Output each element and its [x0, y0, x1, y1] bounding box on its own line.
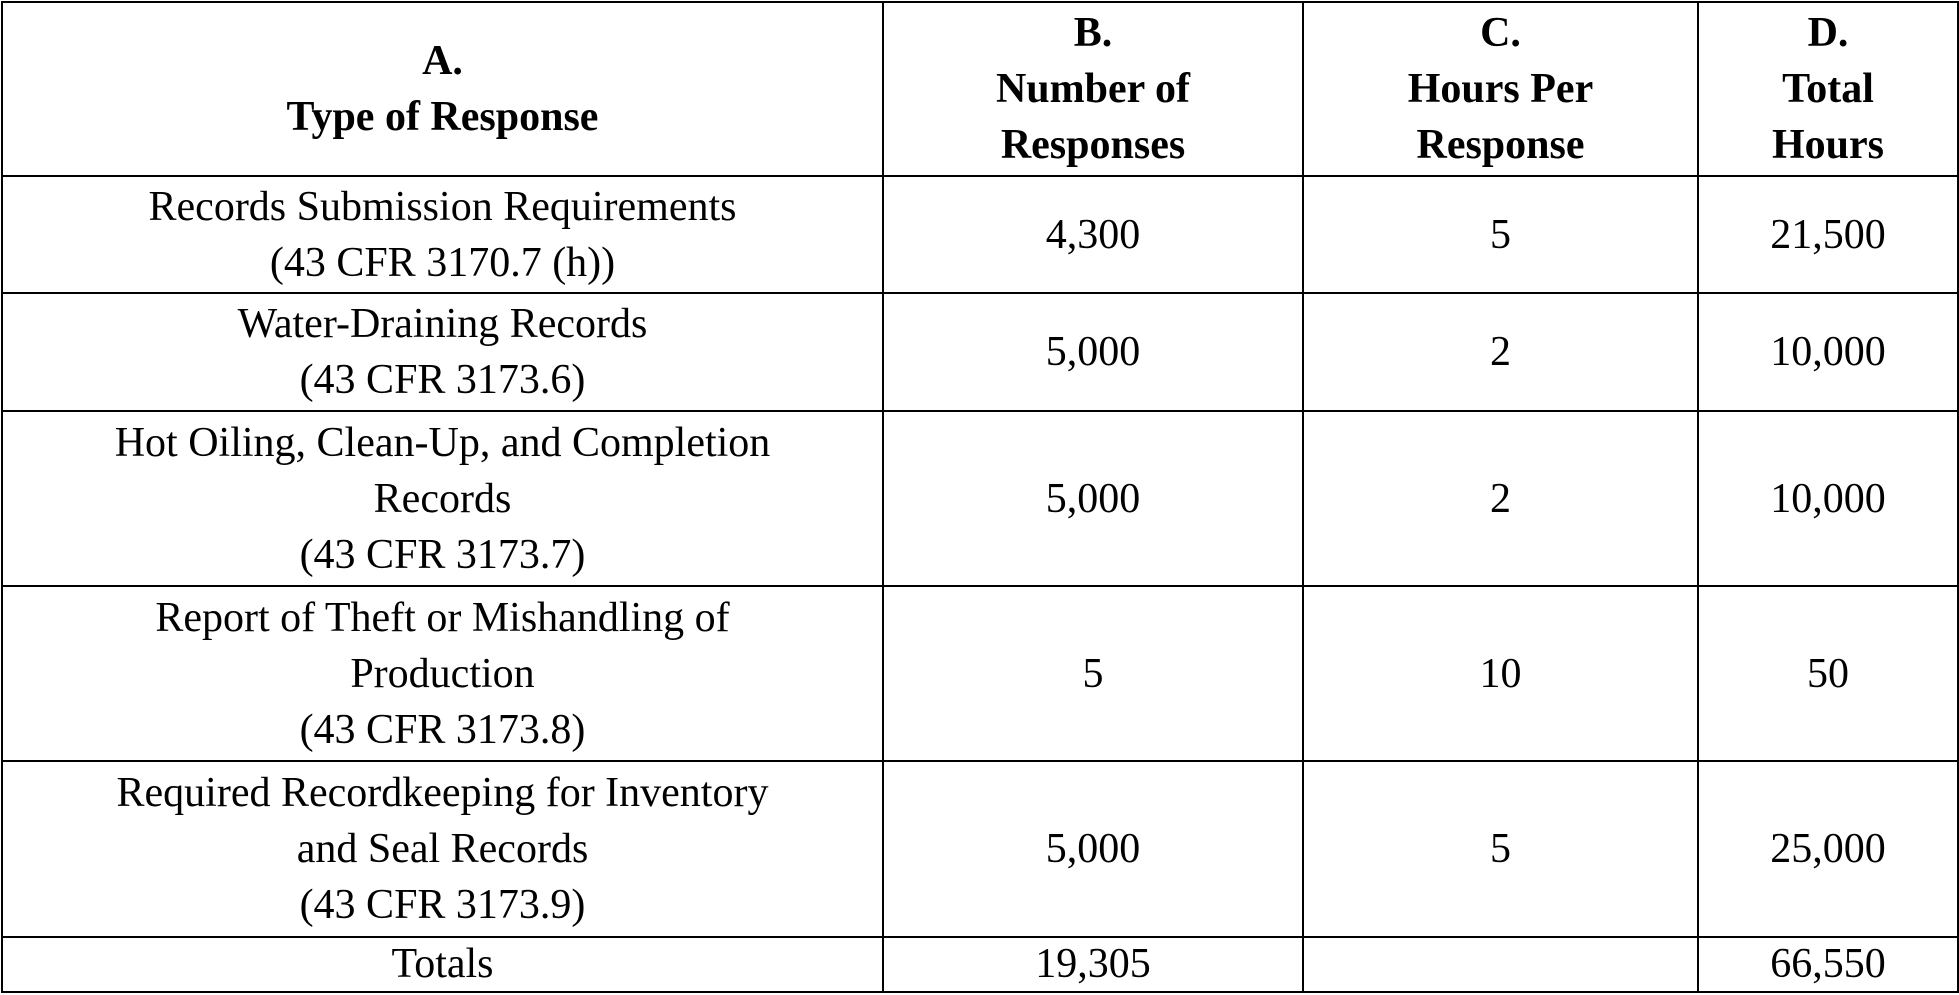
cfr-citation: (43 CFR 3173.6)	[299, 357, 586, 404]
cfr-citation: (43 CFR 3173.8)	[299, 706, 586, 753]
header-letter: A.	[422, 38, 463, 84]
hours-per-response-cell: 2	[1303, 293, 1698, 410]
response-type-text: Production	[350, 650, 535, 697]
number-of-responses-cell: 4,300	[883, 176, 1303, 293]
hours-per-response-cell: 10	[1303, 586, 1698, 761]
header-type-of-response	[2, 2, 883, 176]
header-label: Type of Response	[286, 94, 599, 140]
table-row	[2, 176, 1958, 293]
total-hours-per-response-cell	[1303, 937, 1698, 992]
cfr-citation: (43 CFR 3173.9)	[299, 881, 586, 928]
number-of-responses-cell: 5,000	[883, 411, 1303, 587]
grand-total-hours-cell: 66,550	[1698, 937, 1958, 992]
header-letter: C.	[1480, 10, 1521, 56]
table-row	[2, 411, 1958, 587]
header-row	[2, 2, 1958, 176]
response-type-text: Records Submission Requirements	[148, 183, 737, 230]
type-of-response-cell	[2, 293, 883, 410]
total-hours-cell: 25,000	[1698, 761, 1958, 937]
cfr-citation: (43 CFR 3173.7)	[299, 531, 586, 578]
response-type-text: and Seal Records	[296, 825, 589, 872]
header-letter: D.	[1807, 10, 1849, 56]
hours-per-response-cell: 5	[1303, 761, 1698, 937]
hours-per-response-cell: 5	[1303, 176, 1698, 293]
total-hours-cell: 10,000	[1698, 411, 1958, 587]
header-label: Number of	[995, 66, 1191, 112]
header-total-hours	[1698, 2, 1958, 176]
header-hours-per-response	[1303, 2, 1698, 176]
header-label: Hours Per	[1407, 66, 1594, 112]
header-label: Responses	[1000, 122, 1186, 168]
number-of-responses-cell: 5,000	[883, 293, 1303, 410]
burden-table	[1, 1, 1959, 993]
table-row	[2, 586, 1958, 761]
number-of-responses-cell: 5	[883, 586, 1303, 761]
type-of-response-cell	[2, 586, 883, 761]
header-label: Hours	[1771, 122, 1884, 168]
response-type-text: Records	[373, 475, 512, 522]
number-of-responses-cell: 5,000	[883, 761, 1303, 937]
total-hours-cell: 21,500	[1698, 176, 1958, 293]
hours-per-response-cell: 2	[1303, 411, 1698, 587]
header-letter: B.	[1073, 10, 1113, 56]
response-type-text: Hot Oiling, Clean-Up, and Completion	[114, 419, 771, 466]
header-label: Total	[1782, 66, 1874, 112]
response-type-text: Water-Draining Records	[237, 301, 648, 348]
total-responses-cell: 19,305	[883, 937, 1303, 992]
total-hours-cell: 10,000	[1698, 293, 1958, 410]
type-of-response-cell	[2, 411, 883, 587]
total-hours-cell: 50	[1698, 586, 1958, 761]
response-type-text: Report of Theft or Mishandling of	[155, 594, 730, 641]
table-row	[2, 293, 1958, 410]
table-row	[2, 761, 1958, 937]
header-number-of-responses	[883, 2, 1303, 176]
totals-label: Totals	[2, 937, 883, 992]
response-type-text: Required Recordkeeping for Inventory	[116, 769, 769, 816]
cfr-citation: (43 CFR 3170.7 (h))	[269, 239, 616, 286]
totals-row	[2, 937, 1958, 992]
header-label: Response	[1416, 122, 1585, 168]
type-of-response-cell	[2, 176, 883, 293]
type-of-response-cell	[2, 761, 883, 937]
